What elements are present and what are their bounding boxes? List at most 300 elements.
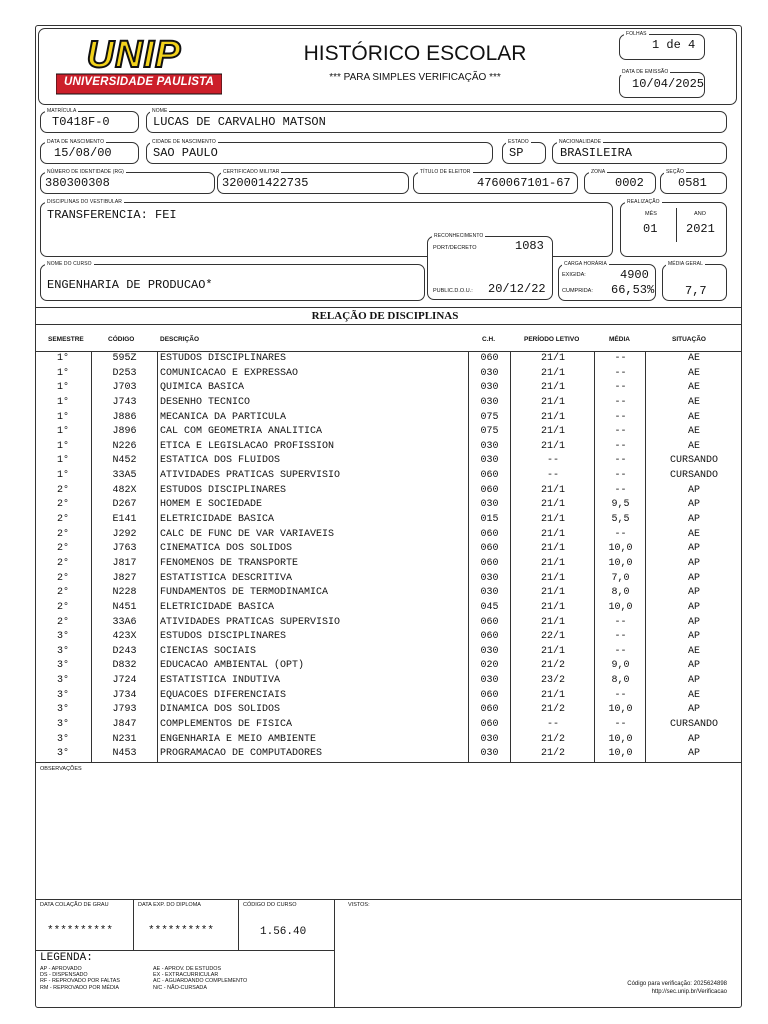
matricula-value: T0418F-0 <box>52 115 110 129</box>
cell-semestre: 3° <box>56 645 69 657</box>
cell-descricao: COMPLEMENTOS DE FISICA <box>160 719 293 731</box>
legend-left <box>40 966 120 991</box>
cell-ch: 060 <box>480 631 499 643</box>
cell-periodo: 21/1 <box>540 616 565 628</box>
table-row <box>35 718 742 733</box>
cell-codigo: J793 <box>112 704 137 716</box>
nome-value: LUCAS DE CARVALHO MATSON <box>153 115 326 129</box>
vestibular-label: DISCIPLINAS DO VESTIBULAR <box>47 199 123 205</box>
rg-value: 380300308 <box>45 176 110 190</box>
cell-ch: 060 <box>480 484 499 496</box>
cell-ch: 060 <box>480 528 499 540</box>
cell-ch: 060 <box>480 470 499 482</box>
cell-descricao: FUNDAMENTOS DE TERMODINAMICA <box>160 587 329 599</box>
cell-codigo: E141 <box>112 514 137 526</box>
cell-descricao: ESTUDOS DISCIPLINARES <box>160 353 287 364</box>
cell-semestre: 3° <box>56 719 69 731</box>
cell-semestre: 3° <box>56 733 69 745</box>
cell-situacao: AP <box>687 543 700 555</box>
footer-divider-3 <box>334 899 335 1008</box>
cell-descricao: DINAMICA DOS SOLIDOS <box>160 704 281 716</box>
cell-codigo: 33A5 <box>112 470 137 482</box>
secao-label: SEÇÃO <box>666 169 685 175</box>
cell-descricao: ESTATISTICA INDUTIVA <box>160 675 281 687</box>
port-label: PORT/DECRETO <box>433 245 477 251</box>
cell-periodo: 21/1 <box>540 367 565 379</box>
cell-periodo: 21/1 <box>540 411 565 423</box>
cell-media: 8,0 <box>611 587 630 599</box>
footer-top-rule <box>35 899 742 900</box>
cell-descricao: CIENCIAS SOCIAIS <box>160 645 257 657</box>
legend-item: AP - APROVADO <box>40 966 82 972</box>
cell-descricao: CALC DE FUNC DE VAR VARIAVEIS <box>160 528 335 540</box>
cell-semestre: 2° <box>56 572 69 584</box>
cell-descricao: ELETRICIDADE BASICA <box>160 514 275 526</box>
cell-descricao: CAL COM GEOMETRIA ANALITICA <box>160 426 323 438</box>
cell-codigo: 423X <box>112 631 137 643</box>
cell-periodo: -- <box>546 455 559 467</box>
cell-descricao: FENOMENOS DE TRANSPORTE <box>160 557 299 569</box>
cell-situacao: AP <box>687 748 700 760</box>
cell-ch: 030 <box>480 440 499 452</box>
cell-ch: 075 <box>480 411 499 423</box>
cell-periodo: 21/1 <box>540 528 565 540</box>
zona-label: ZONA <box>591 169 606 175</box>
cell-media: 9,0 <box>611 660 630 672</box>
cell-semestre: 1° <box>56 353 69 364</box>
cell-ch: 030 <box>480 587 499 599</box>
mes-value: 01 <box>643 222 658 236</box>
cell-periodo: 21/2 <box>540 704 565 716</box>
cell-media: -- <box>614 470 627 482</box>
cell-situacao: AE <box>687 353 700 364</box>
cell-semestre: 2° <box>56 601 69 613</box>
cell-codigo: J827 <box>112 572 137 584</box>
cell-codigo: N452 <box>112 455 137 467</box>
estado-label: ESTADO <box>508 139 529 145</box>
cell-media: 10,0 <box>608 543 633 555</box>
cell-descricao: ESTUDOS DISCIPLINARES <box>160 631 287 643</box>
cell-media: 10,0 <box>608 601 633 613</box>
cell-media: 10,0 <box>608 748 633 760</box>
cell-codigo: J734 <box>112 689 137 701</box>
cell-codigo: D243 <box>112 645 137 657</box>
cell-media: 9,5 <box>611 499 630 511</box>
cell-ch: 030 <box>480 572 499 584</box>
table-row <box>35 396 742 411</box>
cell-semestre: 1° <box>56 470 69 482</box>
table-title-rule <box>35 324 742 325</box>
cell-codigo: N453 <box>112 748 137 760</box>
table-row <box>35 747 742 762</box>
cell-situacao: AE <box>687 396 700 408</box>
cell-periodo: 21/1 <box>540 426 565 438</box>
cell-codigo: N226 <box>112 440 137 452</box>
ano-label: ANO <box>694 211 706 217</box>
cell-descricao: ESTATISTICA DESCRITIVA <box>160 572 293 584</box>
militar-value: 320001422735 <box>222 176 309 190</box>
cell-semestre: 2° <box>56 528 69 540</box>
table-row <box>35 689 742 704</box>
cell-media: -- <box>614 616 627 628</box>
realizacao-divider <box>676 208 677 242</box>
header-periodo: PERÍODO LETIVO <box>524 336 580 343</box>
cell-semestre: 3° <box>56 748 69 760</box>
table-row <box>35 586 742 601</box>
header-ch: C.H. <box>482 336 495 343</box>
cumprida-label: CUMPRIDA: <box>562 288 593 294</box>
table-row <box>35 733 742 748</box>
vestibular-value: TRANSFERENCIA: FEI <box>47 208 177 222</box>
nascimento-value: 15/08/00 <box>54 146 112 160</box>
table-row <box>35 542 742 557</box>
cell-periodo: 21/1 <box>540 353 565 364</box>
cell-descricao: PROGRAMACAO DE COMPUTADORES <box>160 748 323 760</box>
cell-descricao: EQUACOES DIFERENCIAIS <box>160 689 287 701</box>
cell-situacao: AP <box>687 499 700 511</box>
cell-semestre: 2° <box>56 557 69 569</box>
cell-situacao: AP <box>687 704 700 716</box>
cell-media: 10,0 <box>608 704 633 716</box>
header-descricao: DESCRIÇÃO <box>160 336 200 343</box>
cell-ch: 060 <box>480 557 499 569</box>
matricula-label: MATRÍCULA <box>47 108 77 114</box>
codigo-label: CÓDIGO DO CURSO <box>243 902 297 908</box>
cell-situacao: CURSANDO <box>669 470 718 482</box>
eleitor-label: TÍTULO DE ELEITOR <box>420 169 471 175</box>
cell-situacao: AP <box>687 631 700 643</box>
cell-semestre: 2° <box>56 484 69 496</box>
verification-url[interactable]: http://sec.unip.br/Verificacao <box>651 989 727 995</box>
cell-periodo: 22/1 <box>540 631 565 643</box>
cell-semestre: 1° <box>56 382 69 394</box>
cell-descricao: ESTATICA DOS FLUIDOS <box>160 455 281 467</box>
table-row <box>35 703 742 718</box>
table-row <box>35 645 742 660</box>
cell-codigo: J292 <box>112 528 137 540</box>
cell-ch: 020 <box>480 660 499 672</box>
cell-media: -- <box>614 382 627 394</box>
cell-situacao: CURSANDO <box>669 455 718 467</box>
cell-ch: 030 <box>480 396 499 408</box>
cell-ch: 075 <box>480 426 499 438</box>
estado-value: SP <box>509 146 524 160</box>
realizacao-label: REALIZAÇÃO <box>627 199 660 205</box>
folhas-label: FOLHAS <box>626 31 647 37</box>
cell-media: 5,5 <box>611 514 630 526</box>
cell-codigo: 595Z <box>112 353 137 364</box>
cell-semestre: 2° <box>56 499 69 511</box>
table-row <box>35 528 742 543</box>
diploma-label: DATA EXP. DO DIPLOMA <box>138 902 201 908</box>
table-row <box>35 440 742 455</box>
cell-codigo: 33A6 <box>112 616 137 628</box>
cell-semestre: 3° <box>56 689 69 701</box>
header-situacao: SITUAÇÃO <box>672 336 706 343</box>
cell-semestre: 1° <box>56 396 69 408</box>
cell-media: -- <box>614 719 627 731</box>
logo-subtitle: UNIVERSIDADE PAULISTA <box>63 76 215 88</box>
cell-periodo: 21/1 <box>540 440 565 452</box>
verification-code: Código para verificação: 2025624898 <box>627 981 727 987</box>
cell-ch: 030 <box>480 675 499 687</box>
cell-ch: 030 <box>480 645 499 657</box>
cell-situacao: AE <box>687 382 700 394</box>
cell-periodo: 21/1 <box>540 572 565 584</box>
cell-descricao: QUIMICA BASICA <box>160 382 245 394</box>
legend-item: N/C - NÃO-CURSADA <box>153 984 207 991</box>
rg-label: NÚMERO DE IDENTIDADE (RG) <box>47 169 124 175</box>
table-row <box>35 572 742 587</box>
cell-codigo: J763 <box>112 543 137 555</box>
table-row <box>35 425 742 440</box>
legenda-title: LEGENDA: <box>40 952 93 964</box>
cell-ch: 030 <box>480 499 499 511</box>
table-bottom-rule <box>35 762 742 763</box>
cell-periodo: 21/1 <box>540 645 565 657</box>
cell-descricao: ELETRICIDADE BASICA <box>160 601 275 613</box>
zona-value: 0002 <box>615 176 644 190</box>
cell-periodo: 21/1 <box>540 689 565 701</box>
cell-situacao: AE <box>687 528 700 540</box>
nacionalidade-value: BRASILEIRA <box>560 146 633 160</box>
cell-codigo: J886 <box>112 411 137 423</box>
cell-codigo: D253 <box>112 367 137 379</box>
secao-value: 0581 <box>678 176 707 190</box>
cell-media: -- <box>614 396 627 408</box>
cell-codigo: D267 <box>112 499 137 511</box>
cell-semestre: 3° <box>56 631 69 643</box>
cell-semestre: 2° <box>56 543 69 555</box>
cell-descricao: HOMEM E SOCIEDADE <box>160 499 263 511</box>
cell-situacao: AE <box>687 411 700 423</box>
cell-periodo: 21/2 <box>540 733 565 745</box>
table-row <box>35 557 742 572</box>
cell-periodo: 21/2 <box>540 660 565 672</box>
cell-periodo: 21/1 <box>540 543 565 555</box>
cell-media: -- <box>614 528 627 540</box>
cell-codigo: J743 <box>112 396 137 408</box>
public-value: 20/12/22 <box>488 282 546 296</box>
logo-wordmark: UNIP <box>86 36 182 76</box>
cell-codigo: D832 <box>112 660 137 672</box>
cumprida-value: 66,53% <box>611 283 655 297</box>
emissao-value: 10/04/2025 <box>632 77 705 91</box>
cell-media: -- <box>614 353 627 364</box>
cell-media: 10,0 <box>608 557 633 569</box>
cell-situacao: AE <box>687 689 700 701</box>
codigo-value: 1.56.40 <box>260 926 307 938</box>
cell-media: 8,0 <box>611 675 630 687</box>
table-row <box>35 484 742 499</box>
table-row <box>35 659 742 674</box>
media-value: 7,7 <box>685 284 707 298</box>
header-semestre: SEMESTRE <box>48 336 84 343</box>
cell-semestre: 3° <box>56 675 69 687</box>
table-row <box>35 630 742 645</box>
cell-media: -- <box>614 484 627 496</box>
eleitor-value: 4760067101-67 <box>477 176 571 190</box>
cell-descricao: MECANICA DA PARTICULA <box>160 411 287 423</box>
curso-label: NOME DO CURSO <box>47 261 92 267</box>
cell-ch: 060 <box>480 353 499 364</box>
cell-media: -- <box>614 367 627 379</box>
cell-semestre: 3° <box>56 704 69 716</box>
nascimento-label: DATA DE NASCIMENTO <box>47 139 105 145</box>
cell-media: -- <box>614 689 627 701</box>
media-label: MÉDIA GERAL <box>668 261 703 267</box>
table-row <box>35 513 742 528</box>
emissao-label: DATA DE EMISSÃO <box>622 69 669 75</box>
cell-periodo: 21/1 <box>540 514 565 526</box>
cell-situacao: CURSANDO <box>669 719 718 731</box>
footer-divider-1 <box>133 899 134 950</box>
legend-item: EX - EXTRACURRICULAR <box>153 972 219 979</box>
table-row <box>35 674 742 689</box>
table-row <box>35 352 742 367</box>
table-row <box>35 367 742 382</box>
public-label: PUBLIC.D.O.U.: <box>433 288 473 294</box>
cell-situacao: AP <box>687 572 700 584</box>
cell-media: -- <box>614 455 627 467</box>
nacionalidade-label: NACIONALIDADE <box>559 139 602 145</box>
cell-situacao: AP <box>687 514 700 526</box>
cell-ch: 045 <box>480 601 499 613</box>
cell-descricao: ENGENHARIA E MEIO AMBIENTE <box>160 733 317 745</box>
cell-periodo: -- <box>546 719 559 731</box>
cell-semestre: 3° <box>56 660 69 672</box>
cell-situacao: AP <box>687 660 700 672</box>
legend-item: DS - DISPENSADO <box>40 972 88 979</box>
legend-item: AE - APROV. DE ESTUDOS <box>153 966 222 972</box>
cell-semestre: 2° <box>56 587 69 599</box>
cell-descricao: ATIVIDADES PRATICAS SUPERVISIO <box>160 616 341 628</box>
cell-codigo: N228 <box>112 587 137 599</box>
cell-ch: 030 <box>480 455 499 467</box>
table-row <box>35 616 742 631</box>
carga-label: CARGA HORÁRIA <box>564 261 607 267</box>
cell-ch: 060 <box>480 616 499 628</box>
cell-semestre: 1° <box>56 411 69 423</box>
header-codigo: CÓDIGO <box>108 336 135 343</box>
mes-label: MÊS <box>645 211 657 217</box>
cell-situacao: AP <box>687 616 700 628</box>
cell-codigo: J847 <box>112 719 137 731</box>
cell-semestre: 1° <box>56 455 69 467</box>
cell-periodo: 21/1 <box>540 557 565 569</box>
cell-codigo: N231 <box>112 733 137 745</box>
legend-item: RF - REPROVADO POR FALTAS <box>40 978 120 985</box>
cell-codigo: J896 <box>112 426 137 438</box>
cell-ch: 060 <box>480 704 499 716</box>
cell-situacao: AP <box>687 675 700 687</box>
disciplines-table <box>35 352 742 762</box>
cidade-label: CIDADE DE NASCIMENTO <box>152 139 216 145</box>
cell-semestre: 2° <box>56 514 69 526</box>
cell-codigo: J703 <box>112 382 137 394</box>
cell-media: 10,0 <box>608 733 633 745</box>
cell-ch: 015 <box>480 514 499 526</box>
footer-divider-2 <box>238 899 239 950</box>
cell-codigo: 482X <box>112 484 137 496</box>
curso-value: ENGENHARIA DE PRODUCAO* <box>47 278 213 292</box>
footer-legend-rule <box>35 950 334 951</box>
reconhecimento-label: RECONHECIMENTO <box>434 233 484 239</box>
cell-media: -- <box>614 426 627 438</box>
cell-semestre: 1° <box>56 440 69 452</box>
cell-descricao: DESENHO TECNICO <box>160 396 251 408</box>
diploma-value: ********** <box>148 925 215 937</box>
cell-ch: 060 <box>480 719 499 731</box>
cell-periodo: 23/2 <box>540 675 565 687</box>
cell-media: -- <box>614 631 627 643</box>
cell-descricao: ATIVIDADES PRATICAS SUPERVISIO <box>160 470 341 482</box>
cell-situacao: AP <box>687 587 700 599</box>
header-media: MÉDIA <box>609 336 630 343</box>
table-top-rule <box>35 307 742 308</box>
colacao-value: ********** <box>47 925 114 937</box>
cell-periodo: 21/1 <box>540 587 565 599</box>
cell-semestre: 1° <box>56 426 69 438</box>
legend-item: RM - REPROVADO POR MÉDIA <box>40 984 119 991</box>
cidade-value: SAO PAULO <box>153 146 218 160</box>
cell-semestre: 1° <box>56 367 69 379</box>
militar-label: CERTIFICADO MILITAR <box>223 169 280 175</box>
cell-descricao: ESTUDOS DISCIPLINARES <box>160 484 287 496</box>
cell-periodo: 21/1 <box>540 499 565 511</box>
cell-situacao: AE <box>687 645 700 657</box>
legend-item: AC - AGUARDANDO COMPLEMENTO <box>153 978 248 985</box>
cell-periodo: 21/1 <box>540 382 565 394</box>
legend-right <box>153 966 247 991</box>
cell-media: -- <box>614 645 627 657</box>
cell-codigo: N451 <box>112 601 137 613</box>
cell-ch: 030 <box>480 748 499 760</box>
cell-media: 7,0 <box>611 572 630 584</box>
cell-descricao: ETICA E LEGISLACAO PROFISSION <box>160 440 335 452</box>
cell-periodo: -- <box>546 470 559 482</box>
unip-logo <box>56 36 222 96</box>
table-title: RELAÇÃO DE DISCIPLINAS <box>311 310 459 322</box>
observacoes-label: OBSERVAÇÕES <box>40 766 82 772</box>
cell-situacao: AE <box>687 426 700 438</box>
ano-value: 2021 <box>686 222 715 236</box>
cell-descricao: EDUCACAO AMBIENTAL (OPT) <box>160 660 305 672</box>
table-row <box>35 411 742 426</box>
cell-codigo: J724 <box>112 675 137 687</box>
cell-ch: 030 <box>480 367 499 379</box>
vistos-label: VISTOS: <box>348 902 370 908</box>
cell-media: -- <box>614 411 627 423</box>
exigida-label: EXIGIDA: <box>562 272 586 278</box>
folhas-value: 1 de 4 <box>652 38 696 52</box>
cell-periodo: 21/1 <box>540 601 565 613</box>
port-value: 1083 <box>515 239 544 253</box>
cell-codigo: J817 <box>112 557 137 569</box>
cell-ch: 030 <box>480 733 499 745</box>
nome-label: NOME <box>152 108 168 114</box>
cell-situacao: AP <box>687 601 700 613</box>
cell-descricao: COMUNICACAO E EXPRESSAO <box>160 367 299 379</box>
table-row <box>35 601 742 616</box>
table-row <box>35 498 742 513</box>
page-subtitle: *** PARA SIMPLES VERIFICAÇÃO *** <box>329 72 501 83</box>
cell-ch: 060 <box>480 543 499 555</box>
cell-situacao: AP <box>687 733 700 745</box>
table-row <box>35 454 742 469</box>
table-row <box>35 469 742 484</box>
cell-ch: 060 <box>480 689 499 701</box>
